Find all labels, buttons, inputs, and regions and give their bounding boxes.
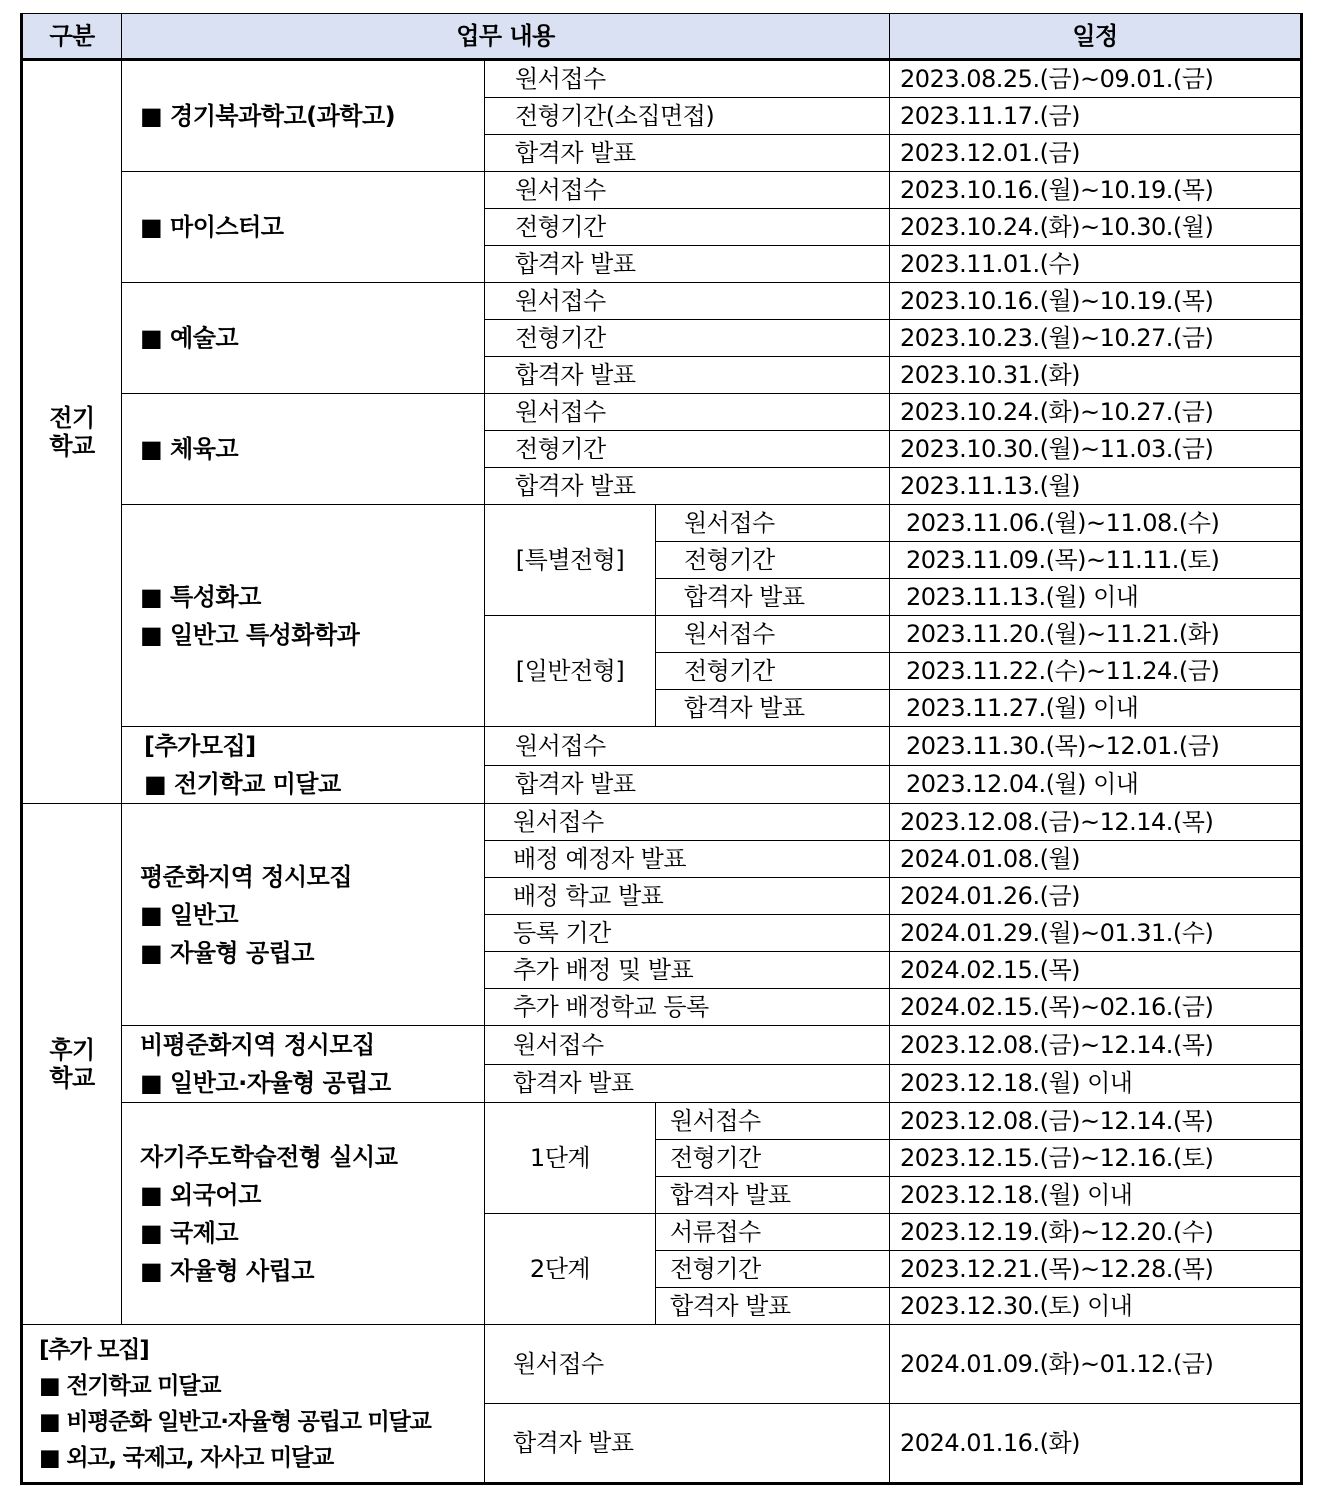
date-cell: 2023.11.06.(월)~11.08.(수): [890, 505, 1302, 542]
date-cell: 2023.11.30.(목)~12.01.(금): [890, 727, 1302, 766]
task-cell: 원서접수: [485, 394, 890, 431]
header-schedule: 일정: [890, 14, 1302, 60]
subgroup-special-track: [특별전형]: [485, 505, 656, 616]
task-cell: 원서접수: [656, 505, 890, 542]
group-late-extra: [추가 모집] ■ 전기학교 미달교 ■ 비평준화 일반고·자율형 공립고 미달교 ■ 외고, 국제고, 자사고 미달교: [22, 1325, 485, 1484]
table-row: [22, 172, 1302, 209]
date-cell: 2024.01.16.(화): [890, 1404, 1302, 1484]
date-cell: 2023.10.24.(화)~10.27.(금): [890, 394, 1302, 431]
date-cell: 2023.12.18.(월) 이내: [890, 1177, 1302, 1214]
date-cell: 2023.11.17.(금): [890, 98, 1302, 135]
date-cell: 2023.10.24.(화)~10.30.(월): [890, 209, 1302, 246]
task-cell: 전형기간: [485, 320, 890, 357]
date-cell: 2023.10.23.(월)~10.27.(금): [890, 320, 1302, 357]
subgroup-general-track: [일반전형]: [485, 616, 656, 727]
date-cell: 2023.12.19.(화)~12.20.(수): [890, 1214, 1302, 1251]
date-cell: 2023.11.01.(수): [890, 246, 1302, 283]
date-cell: 2023.12.15.(금)~12.16.(토): [890, 1140, 1302, 1177]
group-non-equalized-area: 비평준화지역 정시모집 ■ 일반고·자율형 공립고: [122, 1026, 485, 1103]
task-cell: 원서접수: [485, 1026, 890, 1065]
date-cell: 2023.12.08.(금)~12.14.(목): [890, 1026, 1302, 1065]
date-cell: 2023.11.13.(월): [890, 468, 1302, 505]
date-cell: 2023.11.27.(월) 이내: [890, 690, 1302, 727]
date-cell: 2023.10.16.(월)~10.19.(목): [890, 283, 1302, 320]
task-cell: 원서접수: [485, 60, 890, 98]
task-cell: 합격자 발표: [485, 1064, 890, 1103]
task-cell: 합격자 발표: [485, 1404, 890, 1484]
date-cell: 2023.10.30.(월)~11.03.(금): [890, 431, 1302, 468]
group-early-extra: [추가모집] ■ 전기학교 미달교: [122, 727, 485, 804]
section-early-label: 전기 학교: [22, 60, 122, 804]
date-cell: 2023.12.18.(월) 이내: [890, 1064, 1302, 1103]
table-row: [22, 283, 1302, 320]
date-cell: 2023.12.21.(목)~12.28.(목): [890, 1251, 1302, 1288]
group-arts-high: ■ 예술고: [122, 283, 485, 394]
table-row: [22, 1103, 1302, 1140]
task-cell: 원서접수: [485, 172, 890, 209]
date-cell: 2024.01.29.(월)~01.31.(수): [890, 915, 1302, 952]
task-cell: 합격자 발표: [485, 468, 890, 505]
task-cell: 합격자 발표: [485, 765, 890, 804]
date-cell: 2023.11.09.(목)~11.11.(토): [890, 542, 1302, 579]
date-cell: 2023.12.30.(토) 이내: [890, 1288, 1302, 1325]
date-cell: 2024.01.08.(월): [890, 841, 1302, 878]
task-cell: 합격자 발표: [485, 357, 890, 394]
task-cell: 추가 배정 및 발표: [485, 952, 890, 989]
task-cell: 전형기간: [485, 431, 890, 468]
group-equalized-area: 평준화지역 정시모집 ■ 일반고 ■ 자율형 공립고: [122, 804, 485, 1026]
task-cell: 합격자 발표: [656, 1177, 890, 1214]
table-row: [22, 505, 1302, 542]
task-cell: 원서접수: [485, 727, 890, 766]
date-cell: 2023.10.16.(월)~10.19.(목): [890, 172, 1302, 209]
date-cell: 2023.10.31.(화): [890, 357, 1302, 394]
task-cell: 합격자 발표: [485, 246, 890, 283]
task-cell: 전형기간: [485, 209, 890, 246]
date-cell: 2023.11.22.(수)~11.24.(금): [890, 653, 1302, 690]
table-row: [22, 804, 1302, 841]
subgroup-stage1: 1단계: [485, 1103, 656, 1214]
header-content: 업무 내용: [122, 14, 890, 60]
task-cell: 추가 배정학교 등록: [485, 989, 890, 1026]
table-row: [22, 727, 1302, 766]
section-late-label: 후기 학교: [22, 804, 122, 1325]
date-cell: 2023.12.08.(금)~12.14.(목): [890, 1103, 1302, 1140]
task-cell: 전형기간: [656, 1251, 890, 1288]
task-cell: 원서접수: [485, 1325, 890, 1404]
group-science-high: ■ 경기북과학고(과학고): [122, 60, 485, 172]
task-cell: 등록 기간: [485, 915, 890, 952]
task-cell: 원서접수: [485, 804, 890, 841]
date-cell: 2023.11.13.(월) 이내: [890, 579, 1302, 616]
date-cell: 2023.08.25.(금)~09.01.(금): [890, 60, 1302, 98]
date-cell: 2023.12.01.(금): [890, 135, 1302, 172]
task-cell: 전형기간: [656, 1140, 890, 1177]
date-cell: 2024.02.15.(목)~02.16.(금): [890, 989, 1302, 1026]
group-specialized-high: ■ 특성화고 ■ 일반고 특성화학과: [122, 505, 485, 727]
header-category: 구분: [22, 14, 122, 60]
date-cell: 2023.12.08.(금)~12.14.(목): [890, 804, 1302, 841]
date-cell: 2024.02.15.(목): [890, 952, 1302, 989]
task-cell: 합격자 발표: [485, 135, 890, 172]
task-cell: 배정 예정자 발표: [485, 841, 890, 878]
table-row: [22, 60, 1302, 98]
group-self-directed: 자기주도학습전형 실시교 ■ 외국어고 ■ 국제고 ■ 자율형 사립고: [122, 1103, 485, 1325]
task-cell: 전형기간: [656, 653, 890, 690]
group-meister-high: ■ 마이스터고: [122, 172, 485, 283]
task-cell: 원서접수: [656, 616, 890, 653]
admission-schedule-table: [20, 13, 1303, 1485]
date-cell: 2024.01.09.(화)~01.12.(금): [890, 1325, 1302, 1404]
table-header-row: [22, 14, 1302, 60]
task-cell: 합격자 발표: [656, 690, 890, 727]
task-cell: 합격자 발표: [656, 1288, 890, 1325]
table-row: [22, 1325, 1302, 1404]
date-cell: 2024.01.26.(금): [890, 878, 1302, 915]
task-cell: 원서접수: [656, 1103, 890, 1140]
table-row: [22, 394, 1302, 431]
date-cell: 2023.12.04.(월) 이내: [890, 765, 1302, 804]
table-row: [22, 1026, 1302, 1065]
task-cell: 전형기간(소집면접): [485, 98, 890, 135]
task-cell: 전형기간: [656, 542, 890, 579]
subgroup-stage2: 2단계: [485, 1214, 656, 1325]
schedule-table-container: [20, 13, 1300, 1485]
task-cell: 배정 학교 발표: [485, 878, 890, 915]
task-cell: 서류접수: [656, 1214, 890, 1251]
task-cell: 합격자 발표: [656, 579, 890, 616]
group-sports-high: ■ 체육고: [122, 394, 485, 505]
task-cell: 원서접수: [485, 283, 890, 320]
date-cell: 2023.11.20.(월)~11.21.(화): [890, 616, 1302, 653]
